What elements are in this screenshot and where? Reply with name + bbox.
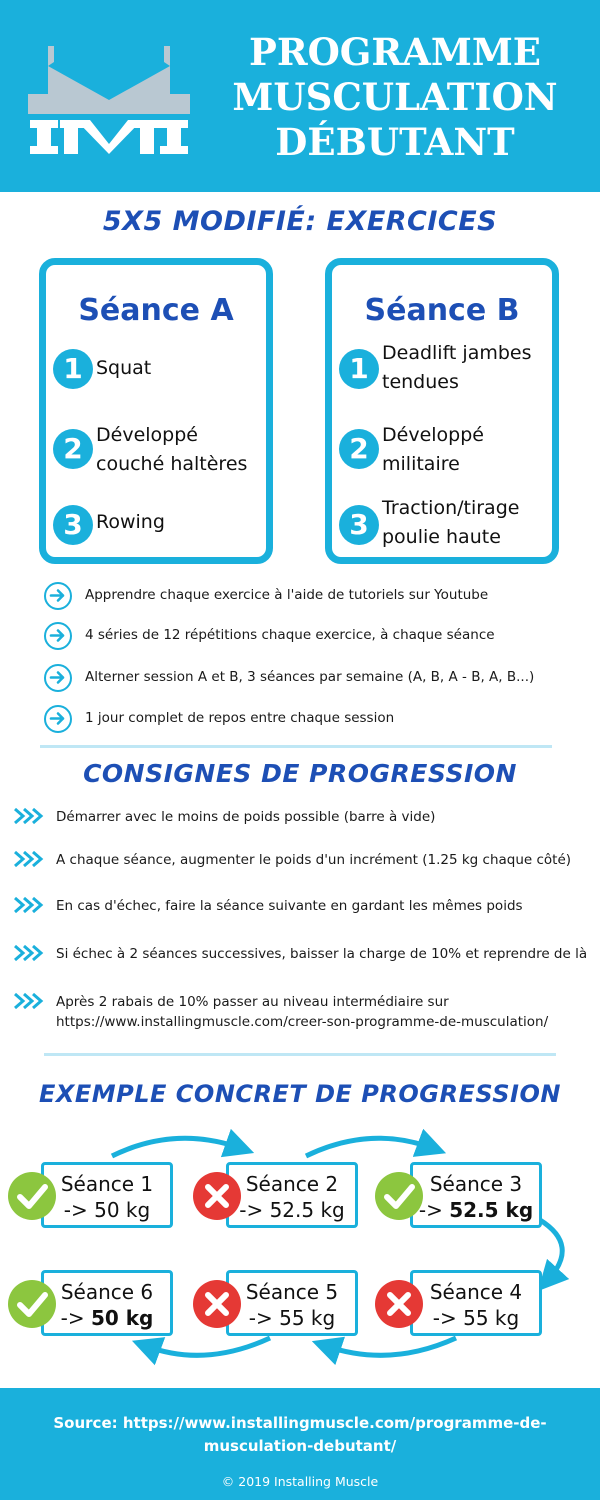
exercise-line: couché haltères <box>96 453 248 475</box>
number-2-icon: 2 <box>53 429 93 469</box>
number-1-icon: 1 <box>53 349 93 389</box>
check-icon <box>8 1172 56 1220</box>
session-label: Séance 1 <box>60 1172 154 1196</box>
session-3-box <box>410 1162 542 1228</box>
number-3-icon: 3 <box>339 505 379 545</box>
rule-link[interactable]: https://www.installingmuscle.com/creer-son-programme-de-musculation/ <box>56 1014 549 1030</box>
exercise-line: poulie haute <box>382 526 501 548</box>
session-label: Séance 2 <box>245 1172 339 1196</box>
session-2-box <box>226 1162 358 1228</box>
note-item <box>44 622 584 652</box>
session-6-box <box>41 1270 173 1336</box>
rule-text: Démarrer avec le moins de poids possible (barre à vide) <box>56 809 436 825</box>
installing-muscle-logo-icon <box>24 36 194 156</box>
header-banner <box>0 0 600 192</box>
rule-text <box>56 992 548 1032</box>
note-item <box>44 582 584 612</box>
cross-icon <box>193 1280 241 1328</box>
title-line: DÉBUTANT <box>275 120 515 164</box>
exercise-line: militaire <box>382 453 460 475</box>
section-title-exercises: 5X5 MODIFIÉ: EXERCICES <box>102 206 498 237</box>
source-link[interactable] <box>30 1412 570 1458</box>
session-label: Séance 4 <box>429 1280 523 1304</box>
session-4-box <box>410 1270 542 1336</box>
footer-banner <box>0 1388 600 1500</box>
session-weight: -> 52.5 kg <box>418 1198 534 1222</box>
copyright: © 2019 Installing Muscle <box>221 1474 379 1489</box>
session-b-card <box>325 258 559 564</box>
arrow-right-circle-icon <box>44 705 72 733</box>
note-item <box>44 705 584 735</box>
cross-icon <box>375 1280 423 1328</box>
double-chevron-icon <box>14 896 48 914</box>
source-line: Source: https://www.installingmuscle.com/programme-de- <box>53 1414 547 1432</box>
session-weight: -> 55 kg <box>248 1306 336 1330</box>
session-a-title: Séance A <box>78 293 234 328</box>
check-icon <box>375 1172 423 1220</box>
exercise-line: Développé <box>96 424 198 446</box>
session-label: Séance 6 <box>60 1280 154 1304</box>
arrow-right-circle-icon <box>44 622 72 650</box>
note-item <box>44 664 584 694</box>
session-weight: -> 55 kg <box>432 1306 520 1330</box>
note-text: 4 séries de 12 répétitions chaque exercice, à chaque séance <box>85 627 495 643</box>
progression-flow-arrows <box>0 1120 600 1380</box>
exercise-label <box>96 421 276 479</box>
title-line: PROGRAMME <box>249 30 541 74</box>
exercise-label <box>96 508 276 537</box>
session-weight: -> 50 kg <box>60 1306 154 1330</box>
cross-icon <box>193 1172 241 1220</box>
title-line: MUSCULATION <box>232 75 558 119</box>
note-text: Alterner session A et B, 3 séances par semaine (A, B, A - B, A, B...) <box>85 669 535 685</box>
exercise-line: Traction/tirage <box>382 497 520 519</box>
exercise-line: Deadlift jambes <box>382 342 532 364</box>
session-weight: -> 50 kg <box>63 1198 151 1222</box>
session-label: Séance 3 <box>429 1172 523 1196</box>
rule-text: A chaque séance, augmenter le poids d'un incrément (1.25 kg chaque côté) <box>56 852 572 868</box>
exercise-label <box>382 421 562 479</box>
page-title <box>210 30 580 165</box>
session-a-card <box>39 258 273 564</box>
double-chevron-icon <box>14 850 48 868</box>
check-icon <box>8 1280 56 1328</box>
divider <box>44 1053 556 1056</box>
source-line: musculation-debutant/ <box>203 1437 397 1455</box>
exercise-line: tendues <box>382 371 459 393</box>
rule-text: Si échec à 2 séances successives, baisser la charge de 10% et reprendre de là <box>56 946 588 962</box>
session-5-box <box>226 1270 358 1336</box>
number-3-icon: 3 <box>53 505 93 545</box>
session-weight: -> 52.5 kg <box>239 1198 345 1222</box>
double-chevron-icon <box>14 992 48 1010</box>
exercise-line: Squat <box>96 357 152 379</box>
session-b-title: Séance B <box>364 293 520 328</box>
exercise-label <box>382 339 562 397</box>
arrow-right-circle-icon <box>44 582 72 610</box>
arrow-right-circle-icon <box>44 664 72 692</box>
section-title-example: EXEMPLE CONCRET DE PROGRESSION <box>39 1080 561 1108</box>
rule-text: En cas d'échec, faire la séance suivante en gardant les mêmes poids <box>56 898 523 914</box>
divider <box>40 745 552 748</box>
note-text: 1 jour complet de repos entre chaque session <box>85 710 395 726</box>
session-1-box <box>41 1162 173 1228</box>
section-title-progression-rules: CONSIGNES DE PROGRESSION <box>83 759 517 788</box>
rule-line: Après 2 rabais de 10% passer au niveau intermédiaire sur <box>56 994 449 1010</box>
note-text: Apprendre chaque exercice à l'aide de tutoriels sur Youtube <box>85 587 489 603</box>
session-label: Séance 5 <box>245 1280 339 1304</box>
double-chevron-icon <box>14 944 48 962</box>
number-1-icon: 1 <box>339 349 379 389</box>
double-chevron-icon <box>14 807 48 825</box>
exercise-label <box>382 494 562 552</box>
exercise-line: Développé <box>382 424 484 446</box>
exercise-label <box>96 354 276 383</box>
exercise-line: Rowing <box>96 511 165 533</box>
number-2-icon: 2 <box>339 429 379 469</box>
